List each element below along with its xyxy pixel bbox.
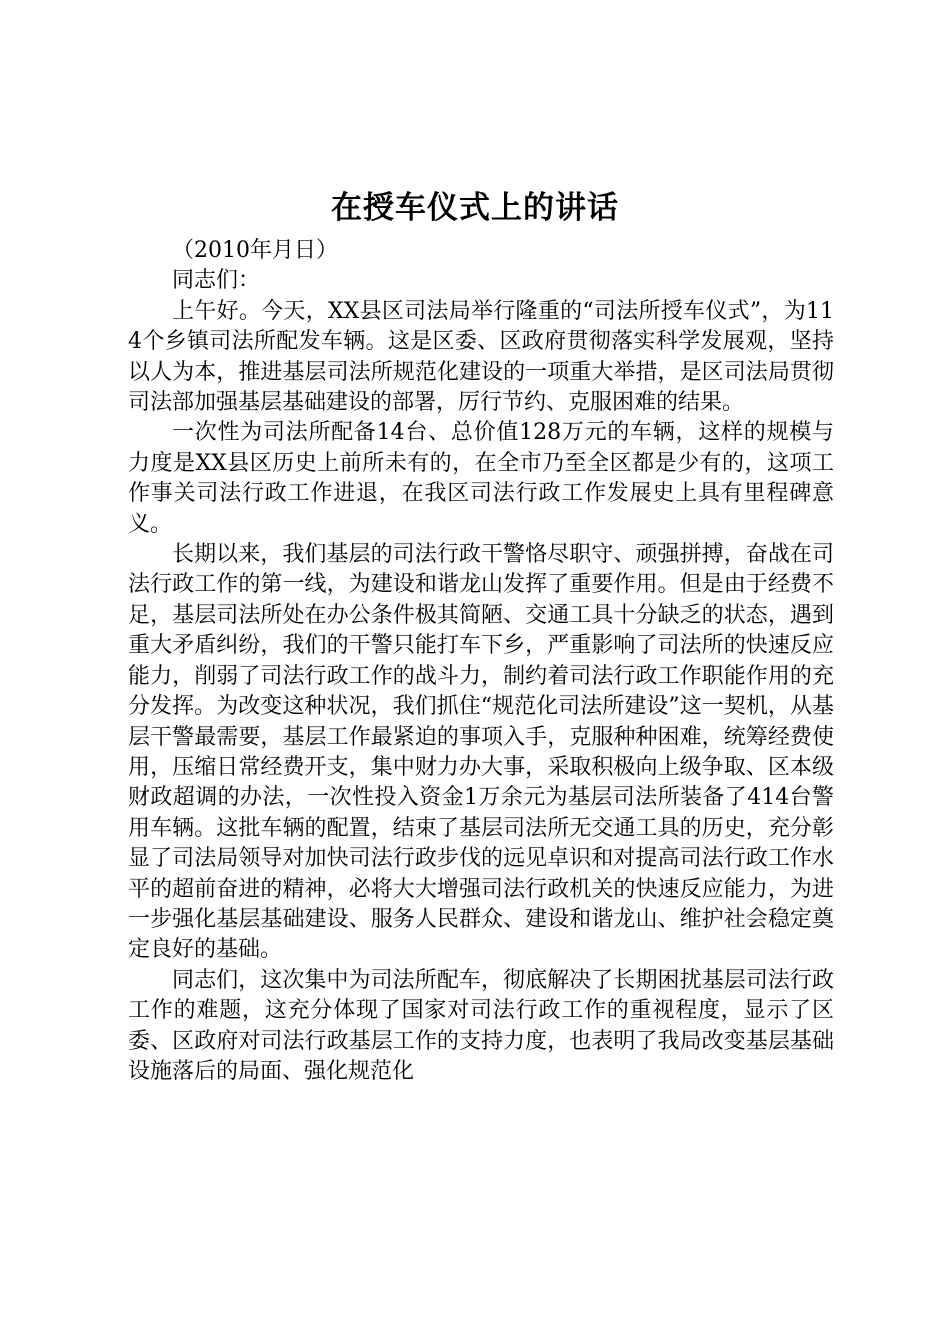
body-paragraph-1: 上午好。今天，XX县区司法局举行隆重的“司法所授车仪式”，为114个乡镇司法所配发车辆。这是区委、区政府贯彻落实科学发展观，坚持以人为本，推进基层司法所规范化建设的一项重大举措，是区司法局贯彻司法部加强基层基础建设的部署，厉行节约、克服困难的结果。	[128, 298, 834, 416]
body-paragraph-3: 长期以来，我们基层的司法行政干警恪尽职守、顽强拼搏，奋战在司法行政工作的第一线，为建设和谐龙山发挥了重要作用。但是由于经费不足，基层司法所处在办公条件极其简陋、交通工具十分缺乏的状态，遇到重大矛盾纠纷，我们的干警只能打车下乡，严重影响了司法所的快速反应能力，削弱了司法行政工作的战斗力，制约着司法行政工作职能作用的充分发挥。为改变这种状况，我们抓住“规范化司法所建设”这一契机，从基层干警最需要，基层工作最紧迫的事项入手，克服种种困难，统筹经费使用，压缩日常经费开支，集中财力办大事，采取积极向上级争取、区本级财政超调的办法，一次性投入资金1万余元为基层司法所装备了414台警用车辆。这批车辆的配置，结束了基层司法所无交通工具的历史，充分彰显了司法局领导对加快司法行政步伐的远见卓识和对提高司法行政工作水平的超前奋进的精神，必将大大增强司法行政机关的快速反应能力，为进一步强化基层基础建设、服务人民群众、建设和谐龙山、维护社会稳定奠定良好的基础。	[128, 542, 834, 963]
greeting-line: 同志们：	[172, 268, 261, 294]
date-line: （2010年月日）	[172, 238, 338, 263]
document-body	[128, 236, 834, 1087]
body-paragraph-4: 同志们，这次集中为司法所配车，彻底解决了长期困扰基层司法行政工作的难题，这充分体现了国家对司法行政工作的重视程度，显示了区委、区政府对司法行政基层工作的支持力度，也表明了我局改变基层基础设施落后的局面、强化规范化	[128, 967, 834, 1084]
page-title: 在授车仪式上的讲话	[331, 190, 619, 226]
body-paragraph-2: 一次性为司法所配备14台、总价值128万元的车辆，这样的规模与力度是XX县区历史上前所未有的，在全市乃至全区都是少有的，这项工作事关司法行政工作进退，在我区司法行政工作发展史上具有里程碑意义。	[128, 420, 834, 537]
